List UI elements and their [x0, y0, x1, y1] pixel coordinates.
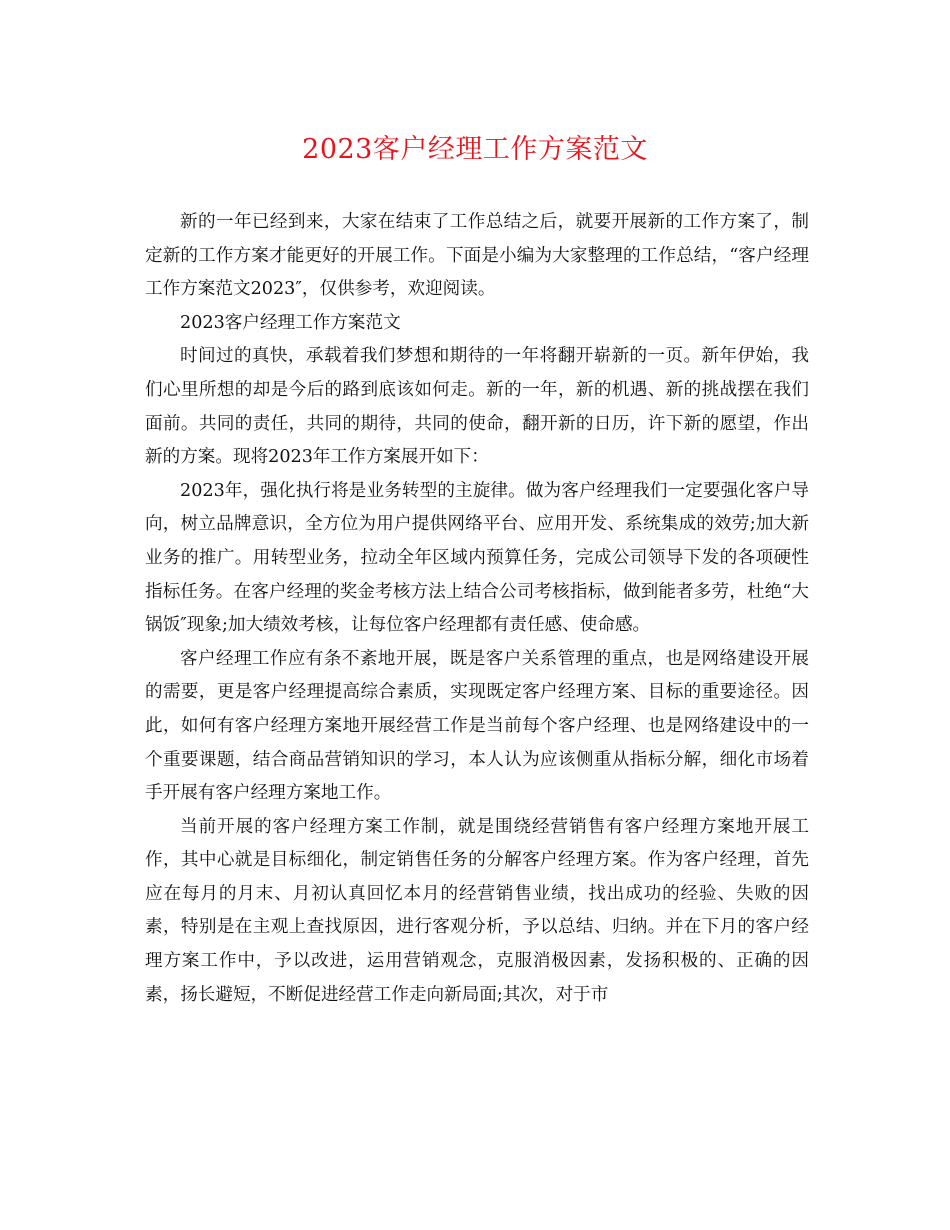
paragraph-subtitle: 2023客户经理工作方案范文	[180, 312, 401, 333]
document-body	[145, 206, 809, 1012]
paragraph-orderly-work: 客户经理工作应有条不紊地开展，既是客户关系管理的重点，也是网络建设开展的需要，更是客户经理提高综合素质，实现既定客户经理方案、目标的重要途径。因此，如何有客户经理方案地开展经营工作是当前每个客户经理、也是网络建设中的一个重要课题，结合商品营销知识的学习，本人认为应该侧重从指标分解，细化市场着手开展有客户经理方案地工作。	[145, 648, 809, 804]
paragraph-new-year: 时间过的真快，承载着我们梦想和期待的一年将翻开崭新的一页。新年伊始，我们心里所想的却是今后的路到底该如何走。新的一年，新的机遇、新的挑战摆在我们面前。共同的责任，共同的期待，共同的使命，翻开新的日历，许下新的愿望，作出新的方案。现将2023年工作方案展开如下：	[145, 346, 809, 468]
paragraph-execution: 2023年，强化执行将是业务转型的主旋律。做为客户经理我们一定要强化客户导向，树立品牌意识，全方位为用户提供网络平台、应用开发、系统集成的效劳;加大新业务的推广。用转型业务，拉动全年区域内预算任务，完成公司领导下发的各项硬性指标任务。在客户经理的奖金考核方法上结合公司考核指标，做到能者多劳，杜绝“大锅饭″现象;加大绩效考核，让每位客户经理都有责任感、使命感。	[145, 480, 809, 636]
paragraph-plan-system: 当前开展的客户经理方案工作制，就是围绕经营销售有客户经理方案地开展工作，其中心就是目标细化，制定销售任务的分解客户经理方案。作为客户经理，首先应在每月的月末、月初认真回忆本月的经营销售业绩，找出成功的经验、失败的因素，特别是在主观上查找原因，进行客观分析，予以总结、归纳。并在下月的客户经理方案工作中，予以改进，运用营销观念，克服消极因素，发扬积极的、正确的因素，扬长避短，不断促进经营工作走向新局面;其次，对于市	[145, 816, 809, 1005]
document-title: 2023客户经理工作方案范文	[302, 134, 648, 165]
paragraph-intro: 新的一年已经到来，大家在结束了工作总结之后，就要开展新的工作方案了，制定新的工作方案才能更好的开展工作。下面是小编为大家整理的工作总结，“客户经理工作方案范文2023″，仅供参考，欢迎阅读。	[145, 212, 809, 300]
